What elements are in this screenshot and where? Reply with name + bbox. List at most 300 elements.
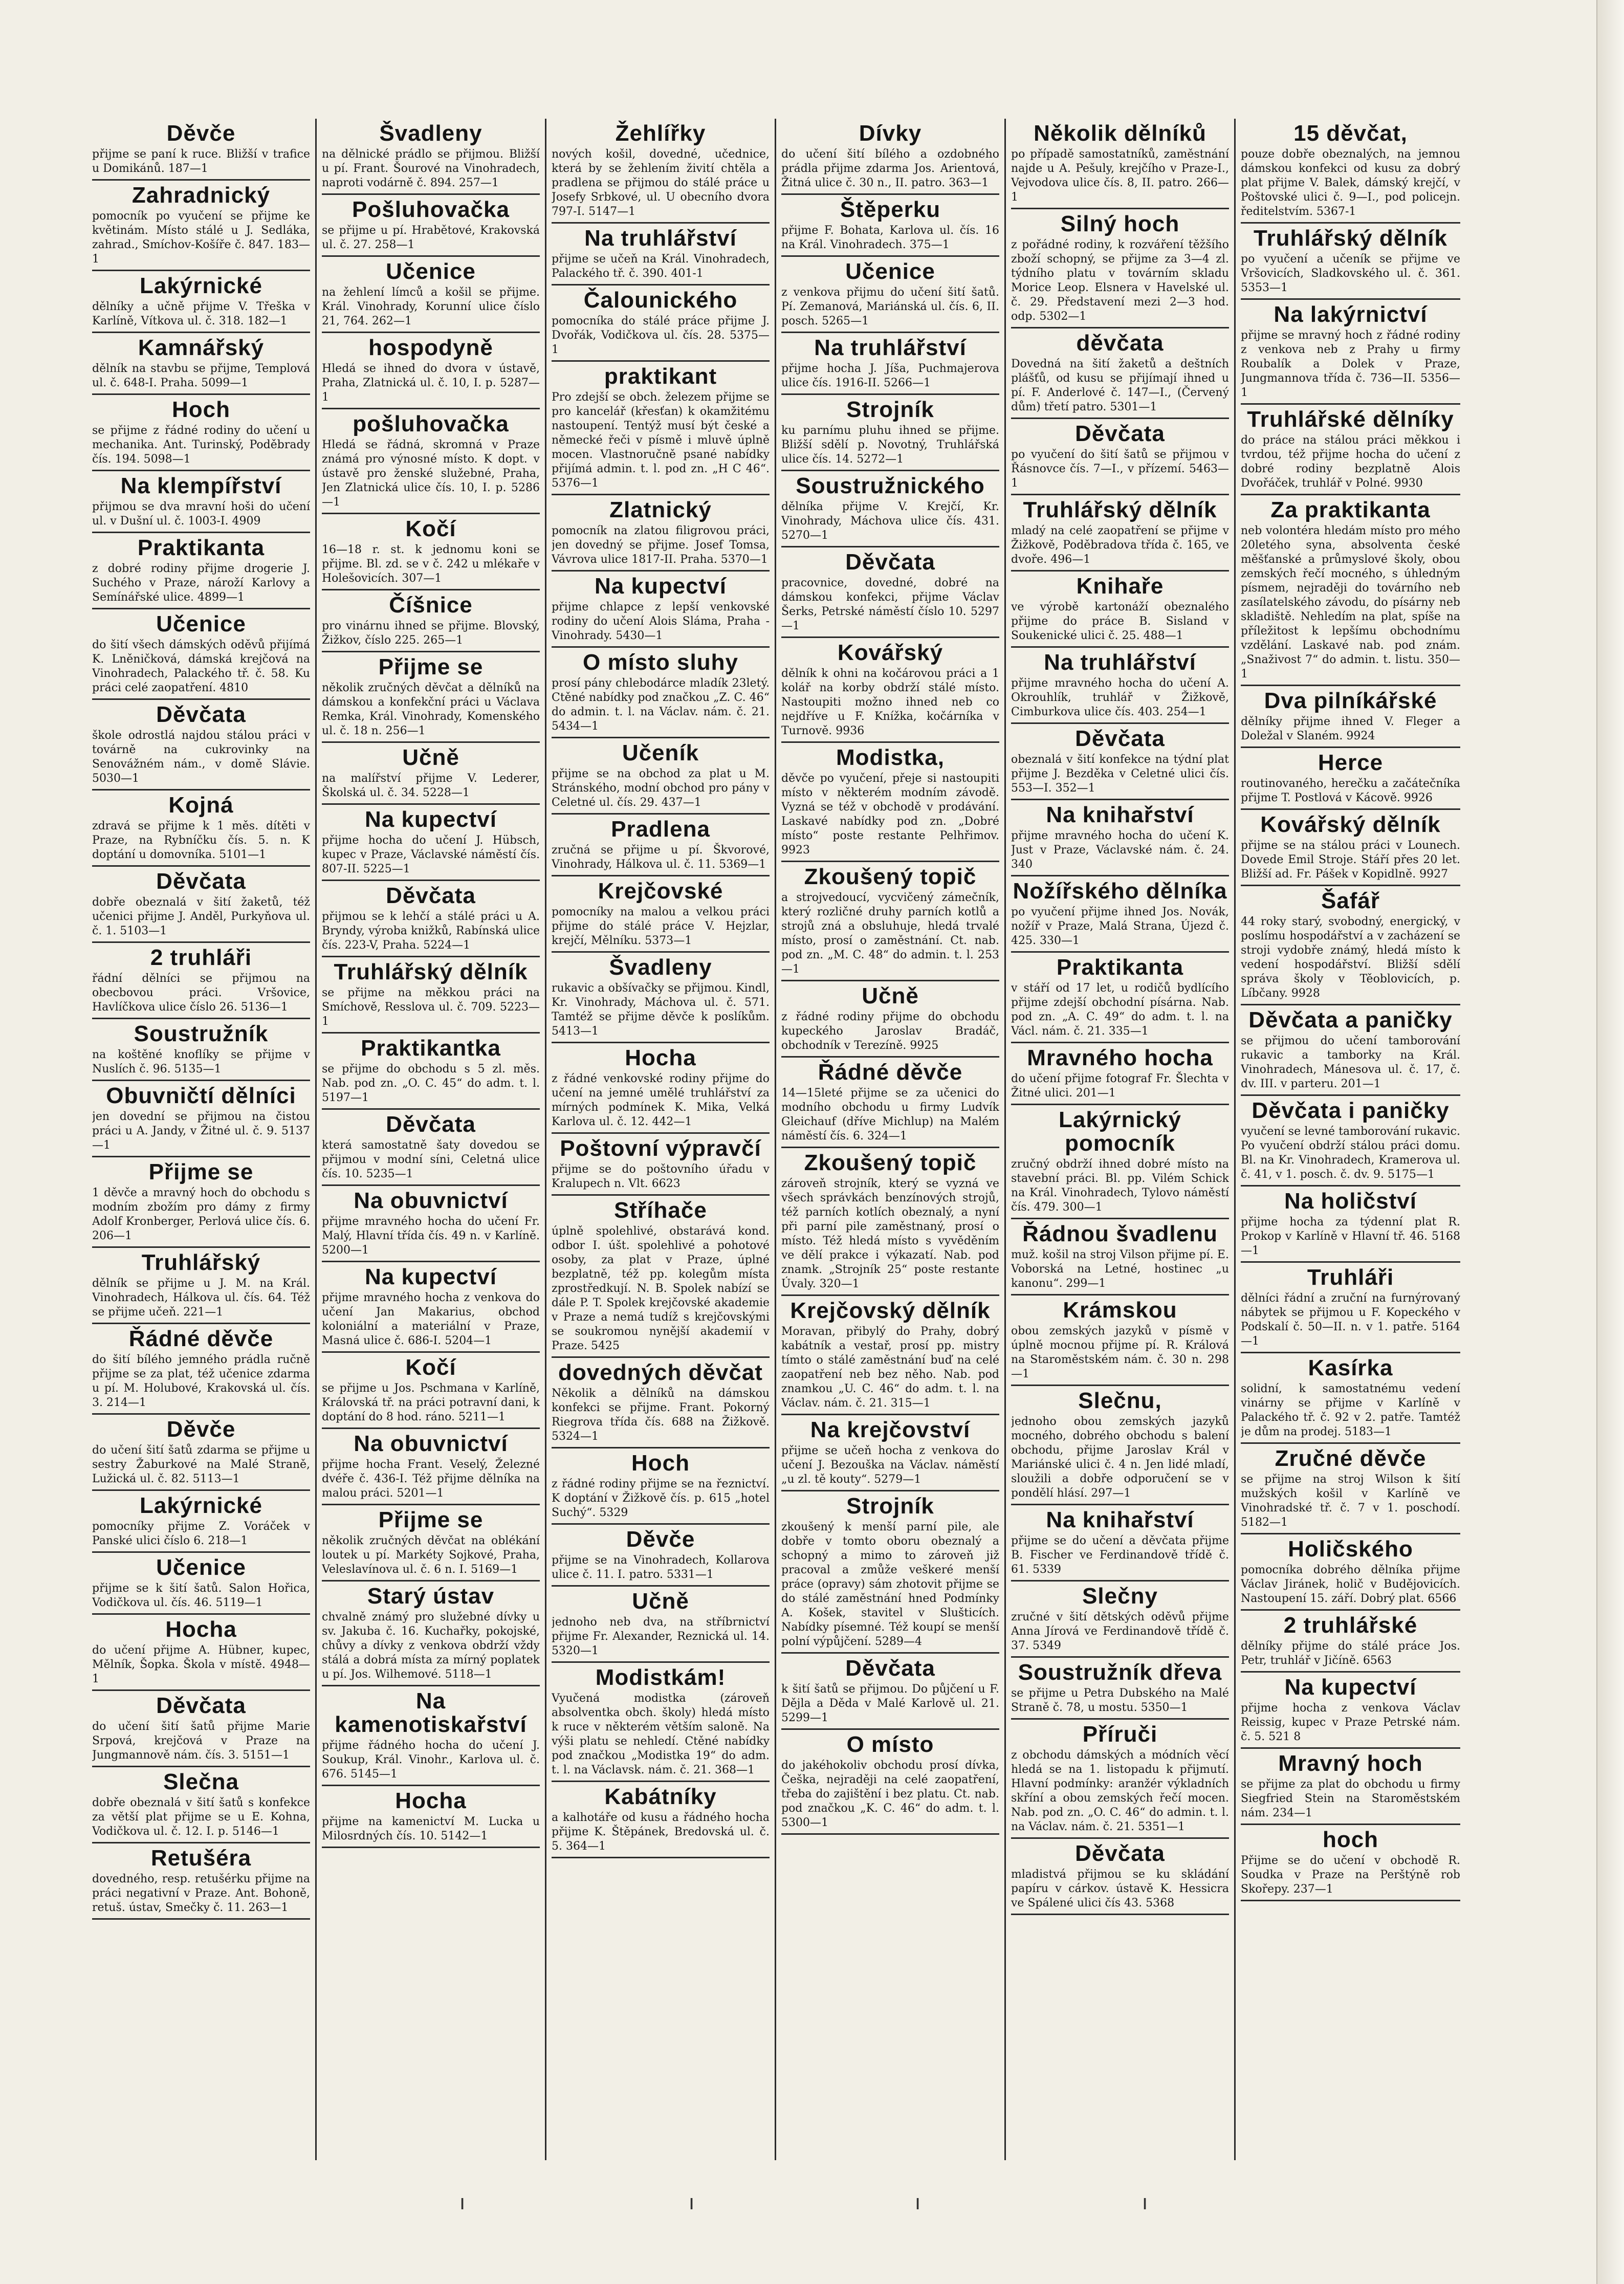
ad-heading: Herce [1318,750,1384,775]
ad-body: přijme hocha z venkova Václav Reissig, kupec v Praze Petrské nám. č. 5. 521 8 [1241,1702,1460,1743]
ad-body: Vyučená modistka (zároveň absolventka obch. školy) hledá místo k ruce v některém větším saloně. Na výši platu se nehledí. Ctěné nabídky pod značkou „Modistka 19“ do adm. t. l. na Václavsk. nám. č. 21. 368—1 [552,1692,770,1776]
classified-ad [92,867,310,943]
classified-ad [92,1415,310,1491]
ad-heading: Truhláři [1307,1265,1394,1290]
classified-ad [781,981,999,1058]
ad-body: 1 děvče a mravný hoch do obchodu s modním zbožím pro dámy z firmy Adolf Kronberger, Perlová ulice čís. 6. 206—1 [92,1187,310,1242]
ad-heading: Modistkám! [595,1665,726,1690]
ad-body: Hledá se řádná, skromná v Praze známá pro výnosné místo. K dopt. v ústavě pro ženské služebné, Praha, Jen Zlatnická ulice čís. 10, I. p. 5286—1 [322,438,540,509]
ad-heading: Učenice [156,611,246,636]
ad-body: dělníka přijme V. Krejčí, Kr. Vinohrady, Máchova ulice čís. 431. 5270—1 [781,500,999,542]
ad-body: do učení přijme fotograf Fr. Šlechta v Žitné ulici. 201—1 [1011,1072,1229,1100]
classified-ad [552,876,770,953]
ad-heading: Krejčovské [598,879,723,904]
ad-body: Pro zdejší se obch. železem přijme se pro kancelář (křesťan) k okamžitému nastoupení. Tentýž musí být české a německé řeči v písmě i mluvě úplně mocen. Vlastnoručně psané nabídky přijímá admin. t. l. pod zn. „H C 46“. 5376—1 [552,391,770,490]
classified-ad [552,362,770,495]
ad-body: dělníky přijme do stálé práce Jos. Petr, truhlář v Jičíně. 6563 [1241,1640,1460,1667]
ad-body: dobře obeznalá v šití žaketů, též učenici přijme J. Anděl, Purkyňova ul. č. 1. 5103—1 [92,896,310,937]
ad-body: škole odrostlá najdou stálou práci v továrně na cukrovinky na Senovážném nám., v domě Slávie. 5030—1 [92,729,310,785]
ad-body: na dělnické prádlo se přijmou. Bližší u pí. Frant. Šourové na Vinohradech, naproti vodárně č. 894. 257—1 [322,148,540,189]
classified-ad [552,286,770,362]
classified-ad [781,547,999,638]
classified-ad [552,1448,770,1525]
ad-heading: Na lakýrnictví [1274,302,1428,327]
ad-body: dělníci řádní a zruční na furnýrovaný nábytek se přijmou u F. Kopeckého v Podskalí č. 50—II. n. v 1. patře. 5164—1 [1241,1292,1460,1348]
classified-ad [1011,876,1229,953]
ad-body: k šití šatů se přijmou. Do půjčení u F. Dějla a Děda v Malé Karlově ul. 21. 5299—1 [781,1683,999,1724]
ad-body: obeznalá v šití konfekce na týdní plat přijme J. Bezděka v Celetné ulici čís. 553—I. 352—1 [1011,753,1229,795]
classified-ad [552,648,770,738]
ad-body: 14—15leté přijme se za učenici do modního obchodu u firmy Ludvík Gleichauf (dříve Michlup) na Malém náměstí čís. 6. 324—1 [781,1087,999,1143]
ad-heading: 2 truhlářské [1283,1613,1418,1638]
classified-ad [92,1767,310,1843]
classified-ad [92,395,310,471]
ad-heading: Učně [402,745,459,770]
ad-heading: Zručné děvče [1275,1446,1427,1471]
ad-heading: děvčata [1076,331,1164,356]
classified-ad [1011,1105,1229,1219]
ad-heading: Kočí [405,516,456,541]
ad-heading: 15 děvčat, [1293,121,1408,146]
ad-body: Dovedná na šití žaketů a deštních plášťů, od kusu se přijímají ihned u pí. F. Anderlové č. 147—I., (Červený dům) třetí patro. 5301—1 [1011,358,1229,413]
ad-body: se přijme na měkkou práci na Smíchově, Resslova ul. č. 709. 5223—1 [322,986,540,1028]
ad-body: přijme se paní k ruce. Bližší v trafice u Domikánů. 187—1 [92,148,310,175]
classified-ad [92,609,310,700]
ad-body: rukavic a obšívačky se přijmou. Kindl, Kr. Vinohrady, Máchova ul. č. 571. Tamtéž se přijme děvče k poslíkům. 5413—1 [552,982,770,1038]
classified-ad [1011,419,1229,495]
classified-ad [92,943,310,1019]
ad-body: se přijme z řádné rodiny do učení u mechanika. Ant. Turinský, Poděbrady čís. 194. 5098—1 [92,424,310,466]
ad-body: z pořádné rodiny, k rozváření těžšího zboží schopný, se přijme za 3—4 zl. týdního platu v továrním skladu Morice Leop. Elsnera v Havelské ul. č. 29. Představení mezi 2—3 hod. odp. 5302—1 [1011,238,1229,323]
ad-heading: Hocha [165,1617,237,1642]
classified-ad [1011,572,1229,648]
classified-ad [552,1358,770,1448]
ad-heading: Učně [632,1589,689,1614]
classified-ad [1241,1353,1460,1444]
ad-heading: Dívky [859,121,922,146]
classified-ad [1241,1263,1460,1353]
ad-heading: Na obuvnictví [354,1188,508,1213]
classified-ad [1241,1096,1460,1187]
classified-ad [781,195,999,257]
ad-heading: Praktikanta [137,535,265,560]
ad-body: přijme se učeň na Král. Vinohradech, Palackého tř. č. 390. 401-1 [552,253,770,280]
ad-body: zručný obdrží ihned dobré místo na stavební práci. Bl. pp. Vilém Schick na Král. Vinohradech, Tylovo náměstí čís. 479. 300—1 [1011,1158,1229,1214]
ad-heading: Lakýrnické [140,273,262,298]
classified-ad [1011,1839,1229,1915]
classified-ad [1241,886,1460,1005]
ad-body: po vyučení do šití šatů se přijmou v Řásnovce čís. 7—I., v přízemí. 5463—1 [1011,448,1229,490]
ad-body: úplně spolehlivé, obstarává kond. odbor I. úšt. spolehlivé a pohotové osoby, za plat v Praze, úplné bezplatně, též pp. kolegům místa zprostředkují. N. B. Spolek nabízí se dále P. T. Spolek krejčovské akademie v Praze a nemá tudíž s krejčovskými se soukromou nynější akademií v Praze. 5425 [552,1225,770,1352]
ad-heading: Na truhlářství [814,335,967,360]
classified-ad [322,805,540,881]
column-1 [87,119,317,2160]
classified-ad [781,257,999,333]
classified-ad [322,1686,540,1786]
ad-heading: praktikant [604,364,717,389]
ad-body: přijme hocha Frant. Veselý, Železné dvéře č. 436-I. Též přijme dělníka na malou práci. 5201—1 [322,1458,540,1500]
ad-heading: Krejčovský dělník [790,1298,991,1323]
ad-body: jen dovední se přijmou na čistou práci u A. Jandy, v Žitné ul. č. 9. 5137—1 [92,1110,310,1152]
ad-heading: Kasírka [1308,1355,1393,1380]
ad-heading: Truhlářský dělník [334,959,528,984]
classified-ad [1241,748,1460,810]
classified-ad [1241,119,1460,224]
ad-heading: Kamnářský [138,335,265,360]
ad-heading: O místo sluhy [583,650,738,675]
page-edge [1596,0,1624,2284]
ad-heading: Kabátníky [604,1784,717,1809]
ad-body: do šití bílého jemného prádla ručně přijme se za plat, též učenice zdarma u pí. M. Holubové, Krakovská ul. čís. 3. 214—1 [92,1353,310,1409]
classified-ad [781,1491,999,1654]
ad-heading: O místo [846,1732,934,1757]
ad-body: po vyučení a učeník se přijme ve Vršovicích, Sladkovského ul. č. 361. 5353—1 [1241,253,1460,294]
ad-heading: Několik dělníků [1034,121,1206,146]
ad-body: dělník k ohni na kočárovou práci a 1 kolář na korby obdrží stálé místo. Nastoupiti možno ihned neb co nejdříve u F. Knížka, kočárníka v Turnově. 9936 [781,667,999,737]
classified-ad [552,119,770,224]
ad-heading: Hocha [395,1788,467,1813]
ad-heading: Děvčata [156,869,246,894]
classified-ad [322,1353,540,1429]
ad-heading: Učenice [845,259,935,284]
ad-body: prosí pány chlebodárce mladík 23letý. Ctěné nabídky pod značkou „Z. C. 46“ do admin. t. l. na Václav. nám. č. 21. 5434—1 [552,677,770,733]
ad-body: dobře obeznalá v šití šatů s konfekce za větší plat přijme se u E. Kohna, Vodičkova ul. č. 12. I. p. 5146—1 [92,1796,310,1838]
ad-body: dělník se přijme u J. M. na Král. Vinohradech, Hálkova ul. čís. 64. Též se přijme učeň. 221—1 [92,1277,310,1319]
ad-body: mladý na celé zaopatření se přijme v Žižkově, Poděbradova třída č. 165, ve dvoře. 496—1 [1011,524,1229,566]
ad-body: se přijme u Jos. Pschmana v Karlíně, Královská tř. na práci potravní dani, k doptání do 8 hod. ráno. 5211—1 [322,1382,540,1423]
ad-heading: Na knihařství [1046,1507,1194,1532]
classified-ad [552,572,770,648]
ad-body: se přijme na stroj Wilson k šití mužských košil v Karlíně ve Vinohradské tř. č. 7 v 1. poschodí. 5182—1 [1241,1473,1460,1529]
classified-ad [92,533,310,609]
ad-body: ku parnímu pluhu ihned se přijme. Bližší sdělí p. Novotný, Truhlářská ulice čís. 14. 5272—1 [781,424,999,466]
classified-ad [781,1654,999,1730]
ad-body: přijme se k šití šatů. Salon Hořica, Vodičkova ul. čís. 46. 5119—1 [92,1582,310,1609]
classified-ad [781,471,999,547]
ad-body: přijme se mravný hoch z řádné rodiny z venkova neb z Prahy u firmy Roubalík a Dolek v Praze, Jungmannova třída č. 736—II. 5356—1 [1241,329,1460,399]
ad-body: po případě samostatníků, zaměstnání najde u A. Pešuly, krejčího v Praze-I., Vejvodova ulice čís. 8, II. patro. 266—1 [1011,148,1229,204]
ad-heading: Obuvničtí dělníci [106,1083,296,1108]
ad-body: Moravan, přibylý do Prahy, dobrý kabátník a vestař, prosí pp. mistry tímto o stálé zaměstnání buď na celé zaopatření neb bez něho. Nab. pod znamkou „U. C. 46“ do adm. t. l. na Václav. nám. č. 21. 315—1 [781,1325,999,1410]
classified-ad [322,1110,540,1186]
ad-heading: Čalounického [583,288,738,313]
ad-heading: Pradlena [611,817,710,842]
ad-body: do šití všech dámských oděvů přijímá K. Lněničková, dámská krejčová na Vinohradech, Palackého tř. č. 58. Ku práci celé zaopatření. 4810 [92,639,310,694]
ad-heading: Stříhače [614,1198,707,1223]
ad-heading: Učenice [386,259,476,284]
classified-ad [92,471,310,533]
classified-ad [1241,686,1460,748]
ad-body: přijme hocha J. Jíša, Puchmajerova ulice čís. 1916-II. 5266—1 [781,362,999,389]
ad-heading: Na kupectví [1284,1675,1417,1700]
ad-body: do jakéhokoliv obchodu prosí dívka, Češka, nejraději na celé zaopatření, třeba do zajištění i bez platu. Ct. nab. pod značkou „K. C. 46“ do adm. t. l. 5300—1 [781,1759,999,1829]
ad-heading: Děvčata [845,550,935,575]
ad-body: zkoušený k menší parní pile, ale dobře v tomto oboru obeznalý a schopný a mimo to zároveň již pracoval a zmůže veškeré menší práce (opravy) sám zhotovit přijme se do stálé zaměstnání hned Podmínky A. Košek, stavitel v Slušticích. Nabídky písemné. Též koupí se menší polní výpůjčení. 5289—4 [781,1521,999,1648]
classified-ad [92,1615,310,1691]
classified-ad [92,1843,310,1920]
classified-ad [1241,300,1460,405]
classified-ad [552,1782,770,1858]
classified-ad [92,1691,310,1767]
ad-body: obou zemských jazyků v písmě v úplně mocnou přijme pí. R. Králová na Staroměstském nám. č. 30 n. 298—1 [1011,1325,1229,1380]
classified-ad [781,862,999,981]
ad-heading: hospodyně [368,335,493,360]
ad-body: přijme F. Bohata, Karlova ul. čís. 16 na Král. Vinohradech. 375—1 [781,224,999,251]
classified-ad [1011,119,1229,209]
ad-heading: Soustružnického [796,473,985,498]
ad-heading: Strojník [846,397,934,422]
ad-heading: Zkoušený topič [804,864,977,889]
classified-ad [552,1663,770,1782]
classified-ad [322,257,540,333]
classified-ad [781,638,999,743]
ad-heading: Hoch [172,397,230,422]
ad-heading: Učně [862,983,919,1008]
ad-heading: Švadleny [609,955,712,980]
classified-ad [92,271,310,333]
ad-heading: Učenice [156,1555,246,1580]
ad-body: se přijme do obchodu s 5 zl. měs. Nab. pod zn. „O. C. 45“ do adm. t. l. 5197—1 [322,1063,540,1104]
classified-ad [1011,1658,1229,1720]
ad-heading: Slečna [163,1769,239,1794]
ad-heading: Řádné děvče [818,1060,963,1085]
ad-body: routinovaného, herečku a začátečníka přijme T. Postlová v Kácově. 9926 [1241,777,1460,804]
ad-heading: Truhlářský [141,1250,261,1275]
ad-heading: Číšnice [389,592,473,618]
column-6 [1236,119,1465,2160]
ad-heading: Lakýrnické [140,1493,262,1518]
ad-heading: Děvče [166,121,236,146]
ad-body: pomocníka dobrého dělníka přijme Václav Jiránek, holič v Budějovicích. Nastoupení 15. září. Dobrý plat. 6566 [1241,1564,1460,1605]
classified-ad [1011,1043,1229,1105]
classified-ad [92,1248,310,1324]
column-4 [776,119,1006,2160]
classified-ad [322,333,540,409]
classified-ad [1241,1825,1460,1901]
ad-heading: Děvčata a paničky [1248,1007,1453,1033]
ad-body: pomocníka do stálé práce přijme J. Dvořák, Vodičkova ul. čís. 28. 5375—1 [552,315,770,356]
classified-columns [87,119,1479,2160]
ad-body: pro vinárnu ihned se přijme. Blovský, Žižkov, číslo 225. 265—1 [322,620,540,647]
ad-body: přijme se na Vinohradech, Kollarova ulice č. 11. I. patro. 5331—1 [552,1554,770,1581]
ad-heading: dovedných děvčat [558,1360,763,1385]
classified-ad [1011,953,1229,1043]
classified-ad [1011,1582,1229,1658]
ad-body: přijme hocha do učení J. Hübsch, kupec v Praze, Václavské náměstí čís. 807-II. 5225—1 [322,834,540,875]
classified-ad [781,1148,999,1296]
ad-heading: Slečny [1082,1584,1158,1609]
ad-body: zručné v šití dětských oděvů přijme Anna Jírová ve Ferdinandově třídě č. 37. 5349 [1011,1611,1229,1652]
classified-ad [1241,810,1460,886]
ad-body: a strojvedoucí, vycvičený zámečník, který rozličné druhy parních kotlů a strojů zná a obsluhuje, hledá trvalé místo, prosí o zaměstnání. Ct. nab. pod zn. „M. C. 48“ do admin. t. l. 253—1 [781,891,999,976]
ad-body: přijmou se k lehčí a stálé práci u A. Bryndy, výroba knižků, Rabínská ulice čís. 223-V, Praha. 5224—1 [322,910,540,952]
ad-heading: Děvčata [1075,1841,1165,1866]
classified-ad [1241,224,1460,300]
ad-heading: Žehlířky [615,121,706,146]
classified-ad [322,195,540,257]
ad-body: do učení šití bílého a ozdobného prádla přijme zdarma Jos. Arientová, Žitná ulice č. 30 n., II. patro. 363—1 [781,148,999,189]
classified-ad [322,1786,540,1848]
ad-heading: Přijme se [378,1507,484,1532]
ad-heading: Šafář [1321,888,1380,913]
ad-body: muž. košil na stroj Vilson přijme pí. E. Voborská na Letné, hostinec „u kanonu“. 299—1 [1011,1248,1229,1290]
footer-mark: ı [915,2191,921,2214]
ad-body: neb volontéra hledám místo pro mého 20letého syna, absolventa české měšťanské a průmyslové školy, obou zemských řečí mocného, s úhledným písmem, nejraději do továrního neb zasílatelského závodu, do písárny neb skladiště. Nehledím na plat, spíše na příležitost k lepšímu obchodnímu vzdělání. Laskavé nab. pod znám. „Snaživost 7“ do admin. t. listu. 350—1 [1241,524,1460,680]
ad-heading: Děvčata [1075,726,1165,751]
ad-heading: hoch [1322,1827,1379,1852]
ad-body: přijme se na obchod za plat u M. Stránského, modní obchod pro pány v Celetné ul. čís. 29. 437—1 [552,767,770,809]
footer-marks [0,2190,1624,2221]
column-3 [546,119,776,2160]
classified-ad [1241,1187,1460,1263]
ad-body: a kalhotáře od kusu a řádného hocha přijme K. Štěpánek, Bredovská ul. č. 5. 364—1 [552,1811,770,1853]
ad-body: Několik a dělníků na dámskou konfekci se přijme. Frant. Pokorný Riegrova třída čís. 688 na Žižkově. 5324—1 [552,1387,770,1443]
ad-heading: Dva pilníkářské [1264,688,1437,713]
classified-ad [1011,1720,1229,1839]
ad-body: nových košil, dovedné, učednice, která by se žehlením živití chtěla a pradlena se přijmou do stálé práce u Josefy Srbkové, ul. U obecního dvora 797-I. 5147—1 [552,148,770,218]
classified-ad [1011,1386,1229,1505]
ad-heading: Přijme se [378,654,484,679]
classified-ad [1011,724,1229,800]
ad-body: Přijme se do učení v obchodě R. Soudka v Praze na Perštýně rob Skořepy. 237—1 [1241,1854,1460,1896]
classified-ad [1011,1505,1229,1582]
ad-body: několik zručných děvčat a dělníků na dámskou a konfekční práci u Václava Remka, Král. Vinohrady, Komenského ul. č. 18 n. 256—1 [322,682,540,737]
classified-ad [322,1582,540,1686]
classified-ad [1241,495,1460,686]
classified-ad [92,119,310,181]
ad-heading: Poštovní výpravčí [560,1136,761,1161]
classified-ad [552,1525,770,1587]
ad-heading: Praktikanta [1056,955,1184,980]
ad-heading: Kočí [405,1355,456,1380]
column-2 [317,119,546,2160]
ad-body: jednoho obou zemských jazyků mocného, dobrého obchodu s balení obchodu, přijme Jaroslav Král v Mariánské ulici č. 4 n. Jen lidé mladí, sloužili a dobře odporučení se v pondělí hlásí. 297—1 [1011,1415,1229,1500]
ad-heading: Zkoušený topič [804,1150,977,1175]
ad-body: dělníky přijme ihned V. Fleger a Doležal v Slaném. 9924 [1241,715,1460,742]
ad-heading: Na kamenotiskařství [335,1688,527,1737]
classified-ad [322,119,540,195]
ad-body: přijme mravného hocha do učení Fr. Malý, Hlavní třída čís. 49 n. v Karlíně. 5200—1 [322,1215,540,1257]
ad-heading: Zahradnický [131,183,271,208]
ad-heading: Na kupectví [365,807,497,832]
ad-body: na koštěné knoflíky se přijme v Nuslích č. 96. 5135—1 [92,1048,310,1075]
ad-heading: Kovářský [837,640,943,665]
ad-body: z obchodu dámských a módních věcí hledá se na 1. listopadu k přijmutí. Hlavní podmínky: aranžér výkladních skříní a obou zemských řečí mocen. Nab. pod zn. „O. C. 46“ do admin. t. l. na Václav. nám. č. 21. 5351—1 [1011,1749,1229,1833]
classified-ad [92,181,310,271]
ad-heading: Krámskou [1063,1298,1177,1323]
ad-heading: Příruči [1082,1722,1158,1747]
ad-body: do učení šití šatů přijme Marie Srpová, krejčová v Praze na Jungmannově nám. čís. 3. 5151—1 [92,1720,310,1762]
ad-body: se přijme u pí. Hrabětové, Krakovská ul. č. 27. 258—1 [322,224,540,251]
classified-ad [781,333,999,395]
classified-ad [322,409,540,514]
ad-heading: Řádnou švadlenu [1022,1221,1218,1246]
ad-body: mladistvá přijmou se ku skládání papíru v cárkov. ústavě K. Hessicra ve Spálené ulici čís 43. 5368 [1011,1868,1229,1909]
classified-ad [322,652,540,743]
ad-body: 16—18 r. st. k jednomu koni se přijme. Bl. zd. se v č. 242 u mlékaře v Holešovicích. 307—1 [322,543,540,585]
ad-heading: Děvčata [845,1656,935,1681]
ad-body: pomocník na zlatou filigrovou práci, jen dovedný se přijme. Josef Tomsa, Vávrova ulice 1817-II. Praha. 5370—1 [552,524,770,566]
classified-ad [552,953,770,1043]
classified-ad [552,738,770,815]
classified-ad [781,119,999,195]
classified-ad [92,1019,310,1081]
ad-body: z venkova přijmu do učení šití šatů. Pí. Zemanová, Mariánská ul. čís. 6, II. posch. 5265—1 [781,286,999,327]
ad-heading: Děvče [626,1527,695,1552]
ad-heading: Na klempířství [120,473,282,498]
ad-heading: Děvče [166,1417,236,1442]
ad-body: Hledá se ihned do dvora v ústavě, Praha, Zlatnická ul. č. 10, I. p. 5287—1 [322,362,540,404]
ad-heading: Na knihařství [1046,802,1194,827]
classified-ad [781,395,999,471]
ad-heading: 2 truhláři [150,945,252,970]
ad-body: do učení přijme A. Hübner, kupec, Mělník, Šopka. Škola v místě. 4948—1 [92,1644,310,1685]
classified-ad [322,1262,540,1353]
ad-heading: Praktikantka [361,1036,501,1061]
ad-body: se přijmou do učení tamborování rukavic a tamborky na Král. Vinohradech, Mánesova ul. č. 17, č. dv. III. v parteru. 201—1 [1241,1035,1460,1090]
classified-ad [92,1324,310,1415]
ad-heading: Soustružník [134,1021,269,1046]
ad-body: která samostatně šaty dovedou se přijmou v modní síni, Celetná ulice čís. 10. 5235—1 [322,1139,540,1180]
ad-body: v stáří od 17 let, u rodičů bydlícího přijme zdejší obchodní písárna. Nab. pod zn. „A. C. 49“ do adm. t. l. na Václ. nám. č. 21. 335—1 [1011,982,1229,1038]
ad-heading: Pošluhovačka [352,197,510,222]
ad-body: přijme na kamenictví M. Lucka u Milosrdných čís. 10. 5142—1 [322,1815,540,1842]
ad-heading: Děvčata [156,1693,246,1718]
classified-ad [552,1134,770,1196]
ad-heading: Děvčata [386,1112,476,1137]
ad-heading: Na truhlářství [1044,650,1196,675]
ad-heading: Kojná [168,793,234,818]
ad-heading: Kovářský dělník [1260,812,1441,837]
ad-heading: Děvčata i paničky [1252,1098,1450,1123]
classified-ad [1011,328,1229,419]
column-5 [1006,119,1236,2160]
ad-heading: Na kupectví [365,1264,497,1289]
ad-heading: Knihaře [1076,574,1164,599]
ad-heading: Silný hoch [1060,211,1180,236]
classified-ad [1241,1444,1460,1534]
ad-body: přijme mravného hocha do učení A. Okrouhlík, truhlář v Žižkově, Cimburkova ulice čís. 403. 254—1 [1011,677,1229,718]
footer-mark: ı [689,2191,695,2214]
classified-ad [1011,209,1229,328]
ad-body: jednoho neb dva, na stříbrnictví přijme Fr. Alexander, Reznická ul. 14. 5320—1 [552,1616,770,1657]
ad-heading: Učeník [622,740,699,765]
ad-body: přijme se do učení a děvčata přijme B. Fischer ve Ferdinandově třídě č. 61. 5339 [1011,1534,1229,1576]
ad-heading: Přijme se [148,1159,254,1184]
ad-heading: Řádné děvče [128,1326,274,1351]
ad-body: z řádné rodiny přijme se na řeznictví. K doptání v Žižkově čís. p. 615 „hotel Suchý“. 5329 [552,1478,770,1519]
classified-ad [1241,405,1460,495]
ad-body: řádní dělníci se přijmou na obecbovou práci. Vršovice, Havlíčkova ulice číslo 26. 5136—1 [92,972,310,1014]
ad-heading: Strojník [846,1494,934,1519]
classified-ad [781,1296,999,1415]
classified-ad [1241,1673,1460,1749]
ad-body: solidní, k samostatnému vedení vinárny se přijme v Karlíně v Palackého tř. č. 92 v 2. patře. Tamtéž je dům na prodej. 5183—1 [1241,1382,1460,1438]
classified-ad [552,1587,770,1663]
ad-body: zdravá se přijme k 1 měs. dítěti v Praze, na Rybníčku čís. 5. n. K doptání u domovníka. 5101—1 [92,820,310,861]
classified-ad [552,815,770,876]
classified-ad [322,590,540,652]
ad-body: děvče po vyučení, přeje si nastoupiti místo v některém modním závodě. Vyzná se též v obchodě v prodávání. Laskavé nabídky pod zn. „Dobré místo“ poste restante Pelhřimov. 9923 [781,772,999,856]
ad-body: se přijme u Petra Dubského na Malé Straně č. 78, u mostu. 5350—1 [1011,1687,1229,1714]
ad-heading: Truhlářský dělník [1023,497,1217,522]
ad-body: do učení šití šatů zdarma se přijme u sestry Žaburkové na Malé Straně, Lužická ul. č. 82. 5113—1 [92,1444,310,1485]
ad-heading: Za praktikanta [1270,497,1431,522]
classified-ad [1241,1749,1460,1825]
ad-body: přijme hocha za týdenní plat R. Prokop v Karlíně v Hlavní tř. 46. 5168—1 [1241,1216,1460,1257]
ad-body: přijme se do poštovního úřadu v Kralupech n. Vlt. 6623 [552,1163,770,1190]
ad-heading: pošluhovačka [353,411,509,436]
